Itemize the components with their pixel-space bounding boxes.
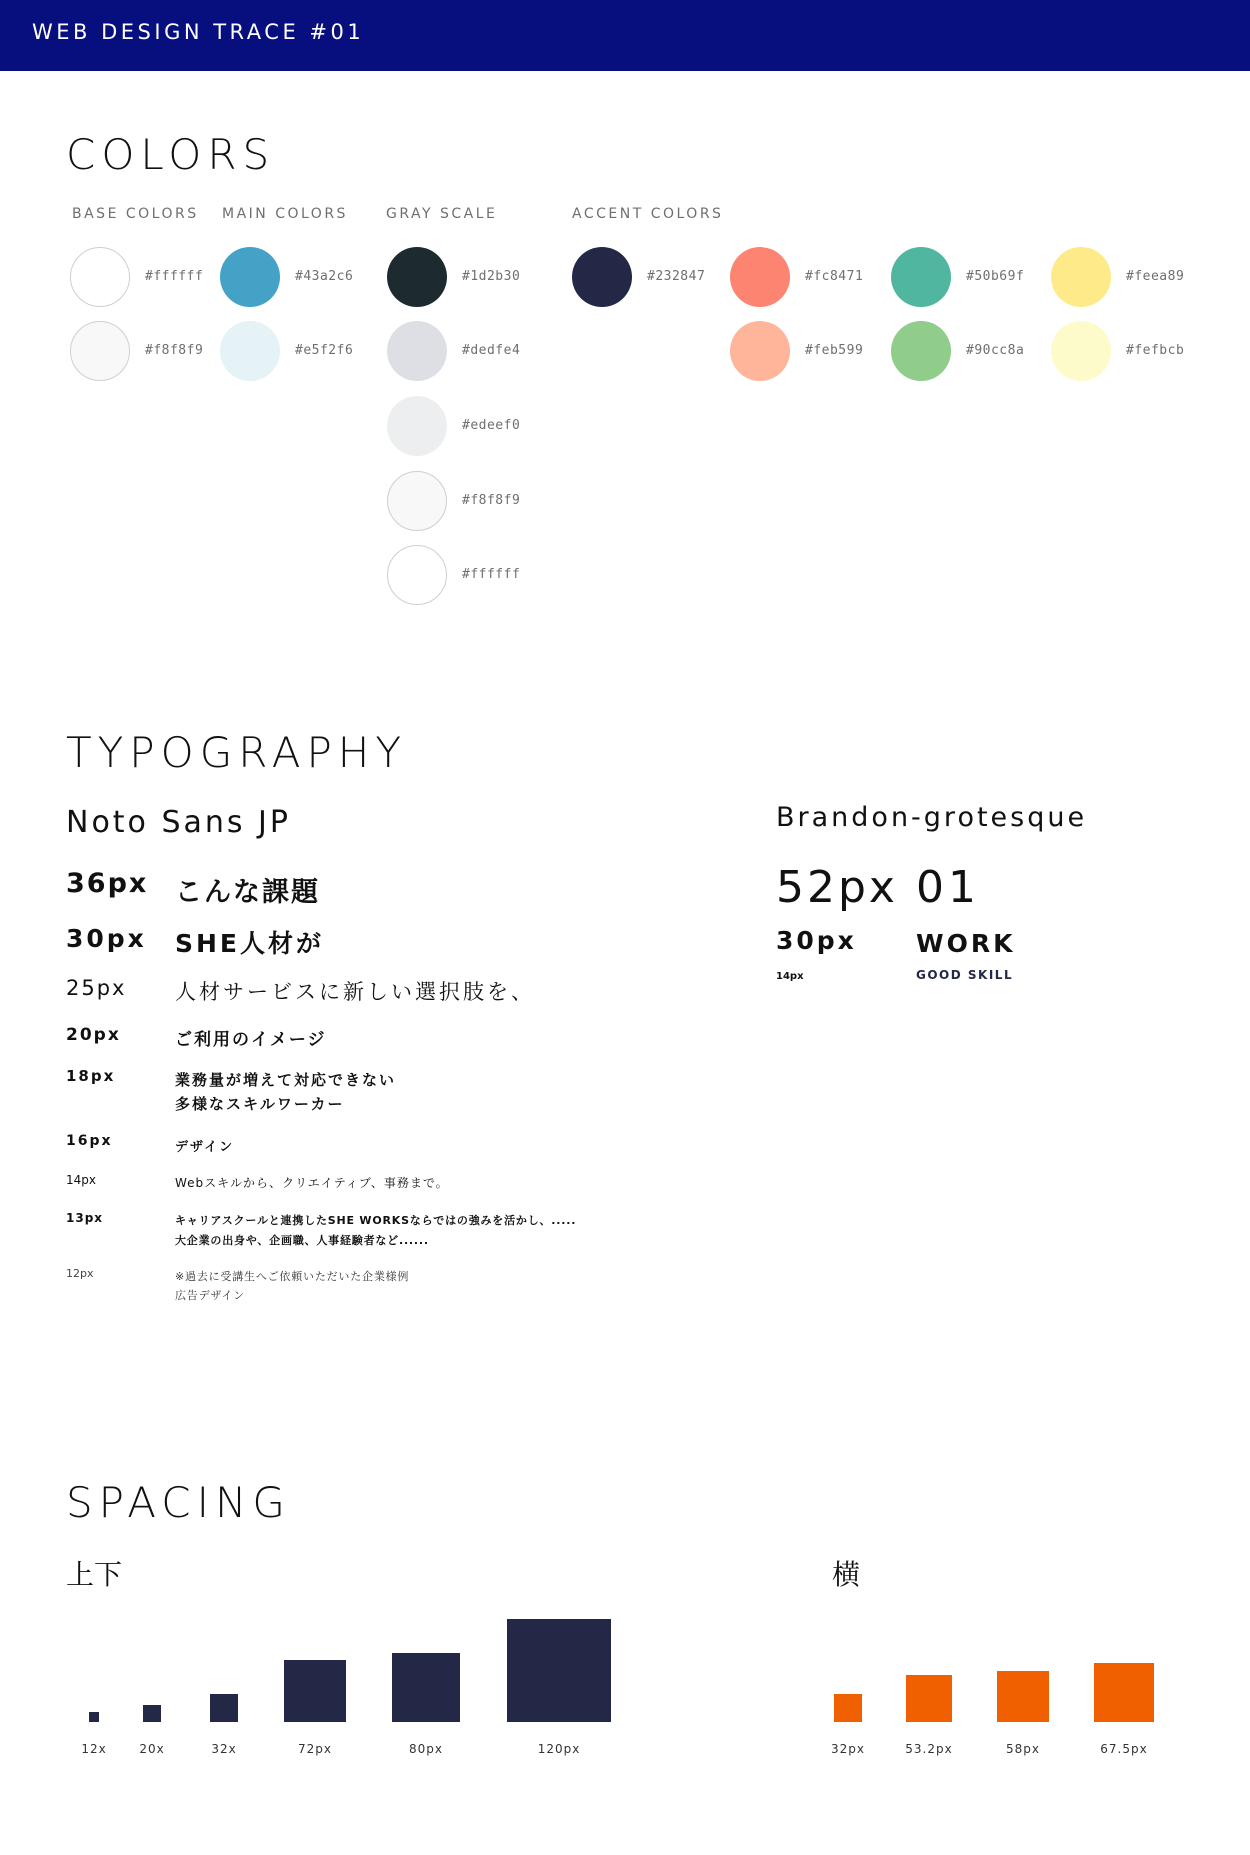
- page-header: [0, 0, 1250, 71]
- hex-label: #e5f2f6: [295, 343, 354, 358]
- gray-scale-label: GRAY SCALE: [386, 206, 498, 222]
- type-size-label: 30px: [66, 924, 147, 953]
- type-size-label: 14px: [66, 1173, 96, 1187]
- type-sample: キャリアスクールと連携したSHE WORKSならではの強みを活かし、.....: [175, 1214, 577, 1227]
- hex-label: #f8f8f9: [145, 343, 204, 358]
- type-size-label: 14px: [776, 971, 804, 982]
- hex-label: #f8f8f9: [462, 493, 521, 508]
- swatch-gray-1: [387, 247, 447, 307]
- swatch-base-white: [70, 247, 130, 307]
- spacing-square: [210, 1694, 238, 1722]
- type-sample: こんな課題: [175, 877, 320, 908]
- spacing-label: 32x: [211, 1742, 237, 1756]
- swatch-base-offwhite: [70, 321, 130, 381]
- typography-title: TYPOGRAPHY: [66, 728, 408, 777]
- hex-label: #232847: [647, 269, 706, 284]
- hex-label: #1d2b30: [462, 269, 521, 284]
- accent-colors-label: ACCENT COLORS: [572, 206, 724, 222]
- vertical-spacing-label: 上下: [66, 1558, 123, 1591]
- type-sample: 01: [916, 862, 980, 913]
- hex-label: #feea89: [1126, 269, 1185, 284]
- swatch-accent-yellow: [1051, 247, 1111, 307]
- swatch-gray-5: [387, 545, 447, 605]
- spacing-label: 53.2px: [905, 1742, 953, 1756]
- type-size-label: 13px: [66, 1211, 104, 1225]
- type-size-label: 20px: [66, 1025, 121, 1045]
- type-size-label: 36px: [66, 868, 149, 899]
- spacing-label: 72px: [298, 1742, 332, 1756]
- swatch-accent-navy: [572, 247, 632, 307]
- swatch-accent-teal: [891, 247, 951, 307]
- type-sample: ご利用のイメージ: [175, 1030, 327, 1050]
- main-colors-label: MAIN COLORS: [222, 206, 348, 222]
- spacing-label: 12x: [81, 1742, 107, 1756]
- type-size-label: 30px: [776, 926, 857, 955]
- hex-label: #fefbcb: [1126, 343, 1185, 358]
- brandon-font-name: Brandon-grotesque: [776, 802, 1088, 833]
- hex-label: #feb599: [805, 343, 864, 358]
- swatch-main-blue: [220, 247, 280, 307]
- spacing-square: [834, 1694, 862, 1722]
- hex-label: #dedfe4: [462, 343, 521, 358]
- hex-label: #fc8471: [805, 269, 864, 284]
- type-sample: Webスキルから、クリエイティブ、事務まで。: [175, 1176, 449, 1190]
- hex-label: #ffffff: [462, 567, 521, 582]
- swatch-accent-peach: [730, 321, 790, 381]
- horizontal-spacing-label: 横: [832, 1558, 861, 1591]
- hex-label: #ffffff: [145, 269, 204, 284]
- hex-label: #90cc8a: [966, 343, 1025, 358]
- type-size-label: 52px: [776, 862, 898, 913]
- spacing-label: 58px: [1006, 1742, 1040, 1756]
- spacing-title: SPACING: [66, 1478, 291, 1527]
- hex-label: #edeef0: [462, 418, 521, 433]
- hex-label: #43a2c6: [295, 269, 354, 284]
- noto-font-name: Noto Sans JP: [66, 805, 291, 840]
- type-size-label: 16px: [66, 1133, 113, 1149]
- type-sample-line2: 大企業の出身や、企画職、人事経験者など......: [175, 1234, 429, 1247]
- spacing-square: [507, 1619, 610, 1722]
- type-sample: ※過去に受講生へご依頼いただいた企業様例: [175, 1270, 410, 1283]
- swatch-accent-green: [891, 321, 951, 381]
- header-title: WEB DESIGN TRACE #01: [32, 20, 365, 44]
- spacing-square: [89, 1712, 99, 1722]
- type-sample-line2: 広告デザイン: [175, 1289, 246, 1302]
- type-size-label: 12px: [66, 1267, 94, 1280]
- type-sample: 人材サービスに新しい選択肢を、: [175, 980, 535, 1004]
- spacing-square: [392, 1653, 461, 1722]
- type-sample: 業務量が増えて対応できない: [175, 1071, 397, 1089]
- type-size-label: 18px: [66, 1067, 116, 1085]
- hex-label: #50b69f: [966, 269, 1025, 284]
- spacing-label: 67.5px: [1100, 1742, 1148, 1756]
- spacing-square: [143, 1705, 160, 1722]
- base-colors-label: BASE COLORS: [72, 206, 199, 222]
- spacing-square: [284, 1660, 346, 1722]
- type-sample-line2: 多様なスキルワーカー: [175, 1095, 345, 1113]
- colors-title: COLORS: [66, 130, 276, 179]
- type-size-label: 25px: [66, 976, 127, 1000]
- spacing-square: [1094, 1663, 1153, 1722]
- spacing-label: 120px: [537, 1742, 581, 1756]
- type-sample: GOOD SKILL: [916, 968, 1014, 982]
- swatch-main-lightblue: [220, 321, 280, 381]
- type-sample: WORK: [916, 929, 1016, 958]
- swatch-gray-4: [387, 471, 447, 531]
- swatch-gray-3: [387, 396, 447, 456]
- spacing-square: [997, 1671, 1048, 1722]
- spacing-label: 80px: [409, 1742, 443, 1756]
- type-sample: SHE人材が: [175, 929, 325, 958]
- swatch-accent-coral: [730, 247, 790, 307]
- spacing-square: [906, 1675, 953, 1722]
- spacing-label: 20x: [139, 1742, 165, 1756]
- swatch-gray-2: [387, 321, 447, 381]
- spacing-label: 32px: [831, 1742, 865, 1756]
- swatch-accent-cream: [1051, 321, 1111, 381]
- type-sample: デザイン: [175, 1140, 235, 1155]
